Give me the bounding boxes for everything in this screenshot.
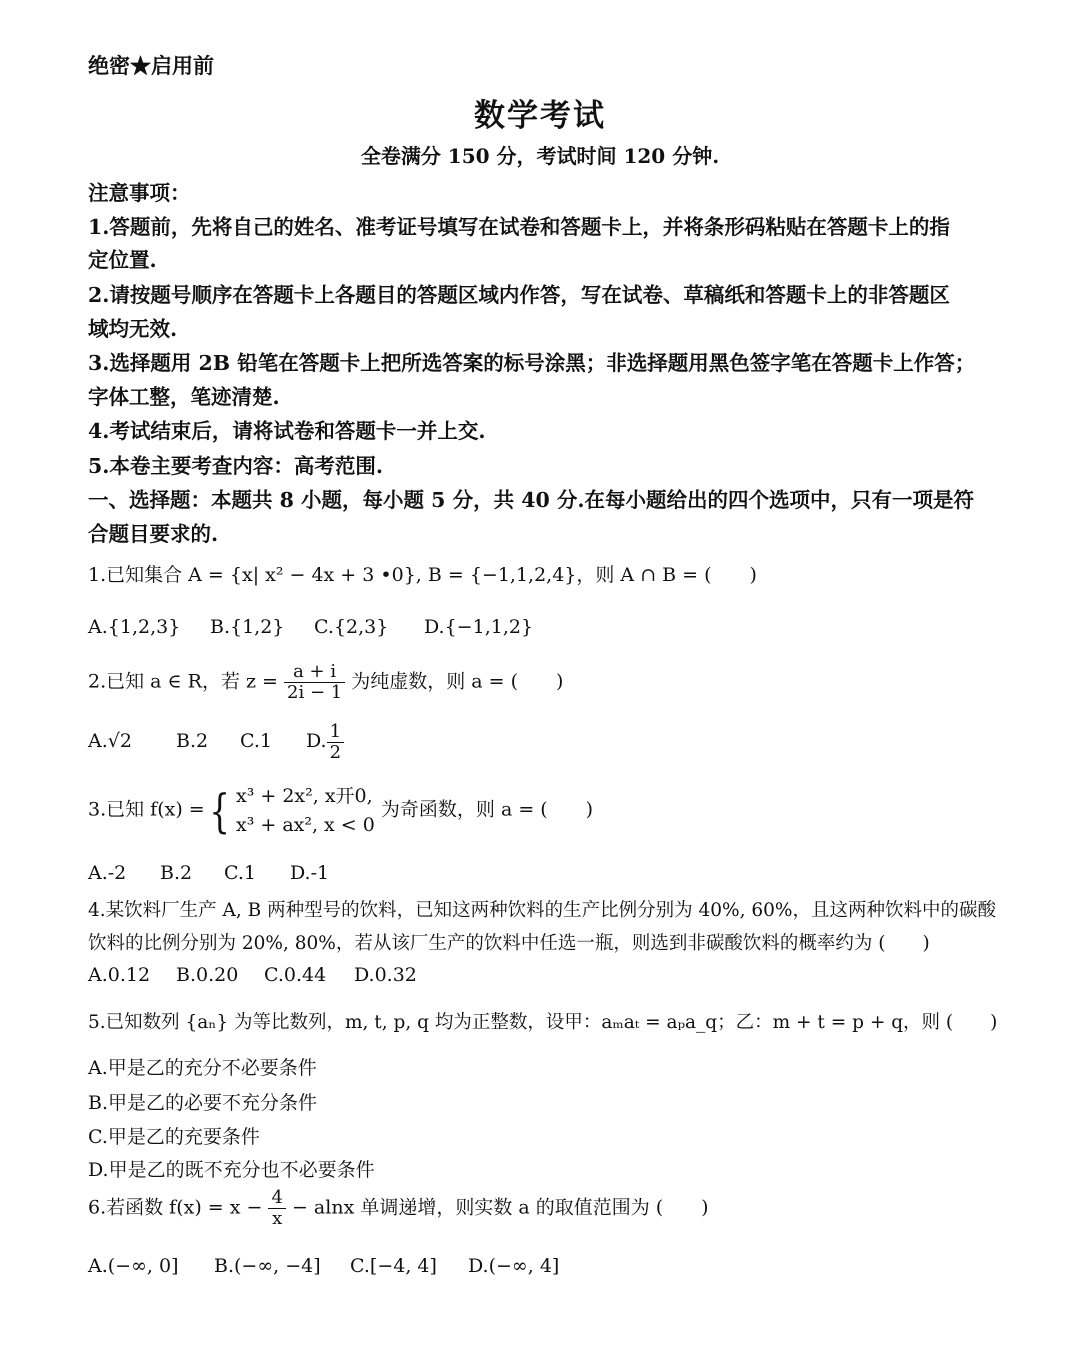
- q2-option-a: A.√2: [88, 730, 132, 752]
- q4-stem-line-2: 饮料的比例分别为 20%, 80%，若从该厂生产的饮料中任选一瓶，则选到非碳酸饮料的概率约为 ( ): [88, 933, 930, 954]
- note-2-line-1: 2.请按题号顺序在答题卡上各题目的答题区域内作答，写在试卷、草稿纸和答题卡上的非答题区: [88, 283, 950, 307]
- section-heading-line-1: 一、选择题：本题共 8 小题，每小题 5 分，共 40 分.在每小题给出的四个选项中，只有一项是符: [88, 488, 975, 512]
- q6-stem-suffix: − alnx 单调递增，则实数 a 的取值范围为 ( ): [291, 1196, 709, 1219]
- q6-option-c: C.[−4, 4]: [350, 1255, 437, 1277]
- q4-options: [88, 964, 1020, 986]
- q6-stem: [88, 1188, 1020, 1229]
- note-4: 4.考试结束后，请将试卷和答题卡一并上交.: [88, 419, 486, 443]
- q1-option-d: D.{−1,1,2}: [424, 616, 534, 638]
- q6-fraction: [268, 1188, 285, 1229]
- notes-heading: 注意事项：: [88, 181, 191, 205]
- q3-option-a: A.-2: [88, 862, 127, 884]
- q5-stem: 5.已知数列 {aₙ} 为等比数列，m, t, p, q 均为正整数，设甲：aₘaₜ = aₚa_q；乙：m + t = p + q，则 ( ): [88, 1012, 998, 1033]
- note-2-line-2: 域均无效.: [88, 317, 178, 341]
- q2-option-c: C.1: [240, 730, 272, 752]
- q2-fraction: [284, 662, 345, 703]
- q3-option-b: B.2: [160, 862, 193, 884]
- q3-case-2: x³ + ax², x < 0: [235, 813, 375, 836]
- note-5: 5.本卷主要考查内容：高考范围.: [88, 454, 384, 478]
- q3-stem: [88, 782, 1020, 839]
- q3-stem-suffix: 为奇函数，则 a = ( ): [380, 798, 594, 821]
- q2-option-b: B.2: [176, 730, 209, 752]
- note-1-line-1: 1.答题前，先将自己的姓名、准考证号填写在试卷和答题卡上，并将条形码粘贴在答题卡上的指: [88, 215, 950, 239]
- q6-options: [88, 1255, 1020, 1277]
- q5-option-b: B.甲是乙的必要不充分条件: [88, 1092, 318, 1114]
- q6-option-d: D.(−∞, 4]: [468, 1255, 560, 1277]
- q2-stem-prefix: 2.已知 a ∈ R，若 z =: [88, 670, 278, 693]
- q3-case-1: x³ + 2x², x开0,: [235, 785, 373, 807]
- q6-fraction-numerator: 4: [268, 1188, 285, 1209]
- q1-option-a: A.{1,2,3}: [88, 616, 181, 638]
- note-3-line-2: 字体工整，笔迹清楚.: [88, 385, 280, 409]
- q3-option-c: C.1: [224, 862, 256, 884]
- exam-subtitle: 全卷满分 150 分，考试时间 120 分钟.: [360, 144, 720, 168]
- q2-fraction-numerator: a + i: [284, 662, 345, 683]
- q1-options: [88, 616, 1020, 638]
- q6-option-a: A.(−∞, 0]: [88, 1255, 179, 1277]
- q5-option-c: C.甲是乙的充要条件: [88, 1126, 260, 1148]
- piecewise-brace-icon: {: [209, 783, 230, 838]
- secret-label: 绝密★启用前: [88, 53, 214, 78]
- q6-fraction-denominator: x: [272, 1207, 283, 1229]
- q2-stem: [88, 662, 1020, 703]
- q4-option-d: D.0.32: [354, 964, 417, 986]
- q3-options: [88, 862, 1020, 884]
- q2-option-d-fraction: [327, 722, 344, 763]
- section-heading-line-2: 合题目要求的.: [88, 522, 219, 546]
- note-3-line-1: 3.选择题用 2B 铅笔在答题卡上把所选答案的标号涂黑；非选择题用黑色签字笔在答题卡上作答；: [88, 351, 976, 375]
- q2-option-d-numerator: 1: [327, 722, 344, 743]
- q1-option-c: C.{2,3}: [314, 616, 389, 638]
- q2-options: [88, 718, 1020, 762]
- q1-option-b: B.{1,2}: [210, 616, 285, 638]
- q2-fraction-denominator: 2i − 1: [287, 681, 343, 703]
- q4-option-c: C.0.44: [264, 964, 327, 986]
- q2-stem-suffix: 为纯虚数，则 a = ( ): [351, 670, 564, 693]
- note-1-line-2: 定位置.: [88, 248, 157, 272]
- q6-option-b: B.(−∞, −4]: [214, 1255, 321, 1277]
- q4-stem-line-1: 4.某饮料厂生产 A, B 两种型号的饮料，已知这两种饮料的生产比例分别为 40%, 60%，且这两种饮料中的碳酸: [88, 900, 997, 921]
- exam-title: 数学考试: [474, 98, 606, 134]
- q2-option-d-label: D.: [306, 730, 327, 752]
- q3-stem-prefix: 3.已知 f(x) =: [88, 798, 205, 821]
- q6-stem-prefix: 6.若函数 f(x) = x −: [88, 1196, 263, 1219]
- q1-stem: 1.已知集合 A = {x| x² − 4x + 3 •0}, B = {−1,1,2,4}，则 A ∩ B = ( ): [88, 564, 757, 586]
- q2-option-d: [306, 722, 344, 763]
- q4-option-b: B.0.20: [176, 964, 239, 986]
- q3-cases: [236, 782, 375, 839]
- q5-option-a: A.甲是乙的充分不必要条件: [88, 1057, 317, 1079]
- q2-option-d-denominator: 2: [329, 741, 342, 763]
- q3-option-d: D.-1: [290, 862, 330, 884]
- q5-option-d: D.甲是乙的既不充分也不必要条件: [88, 1159, 375, 1181]
- q4-option-a: A.0.12: [88, 964, 151, 986]
